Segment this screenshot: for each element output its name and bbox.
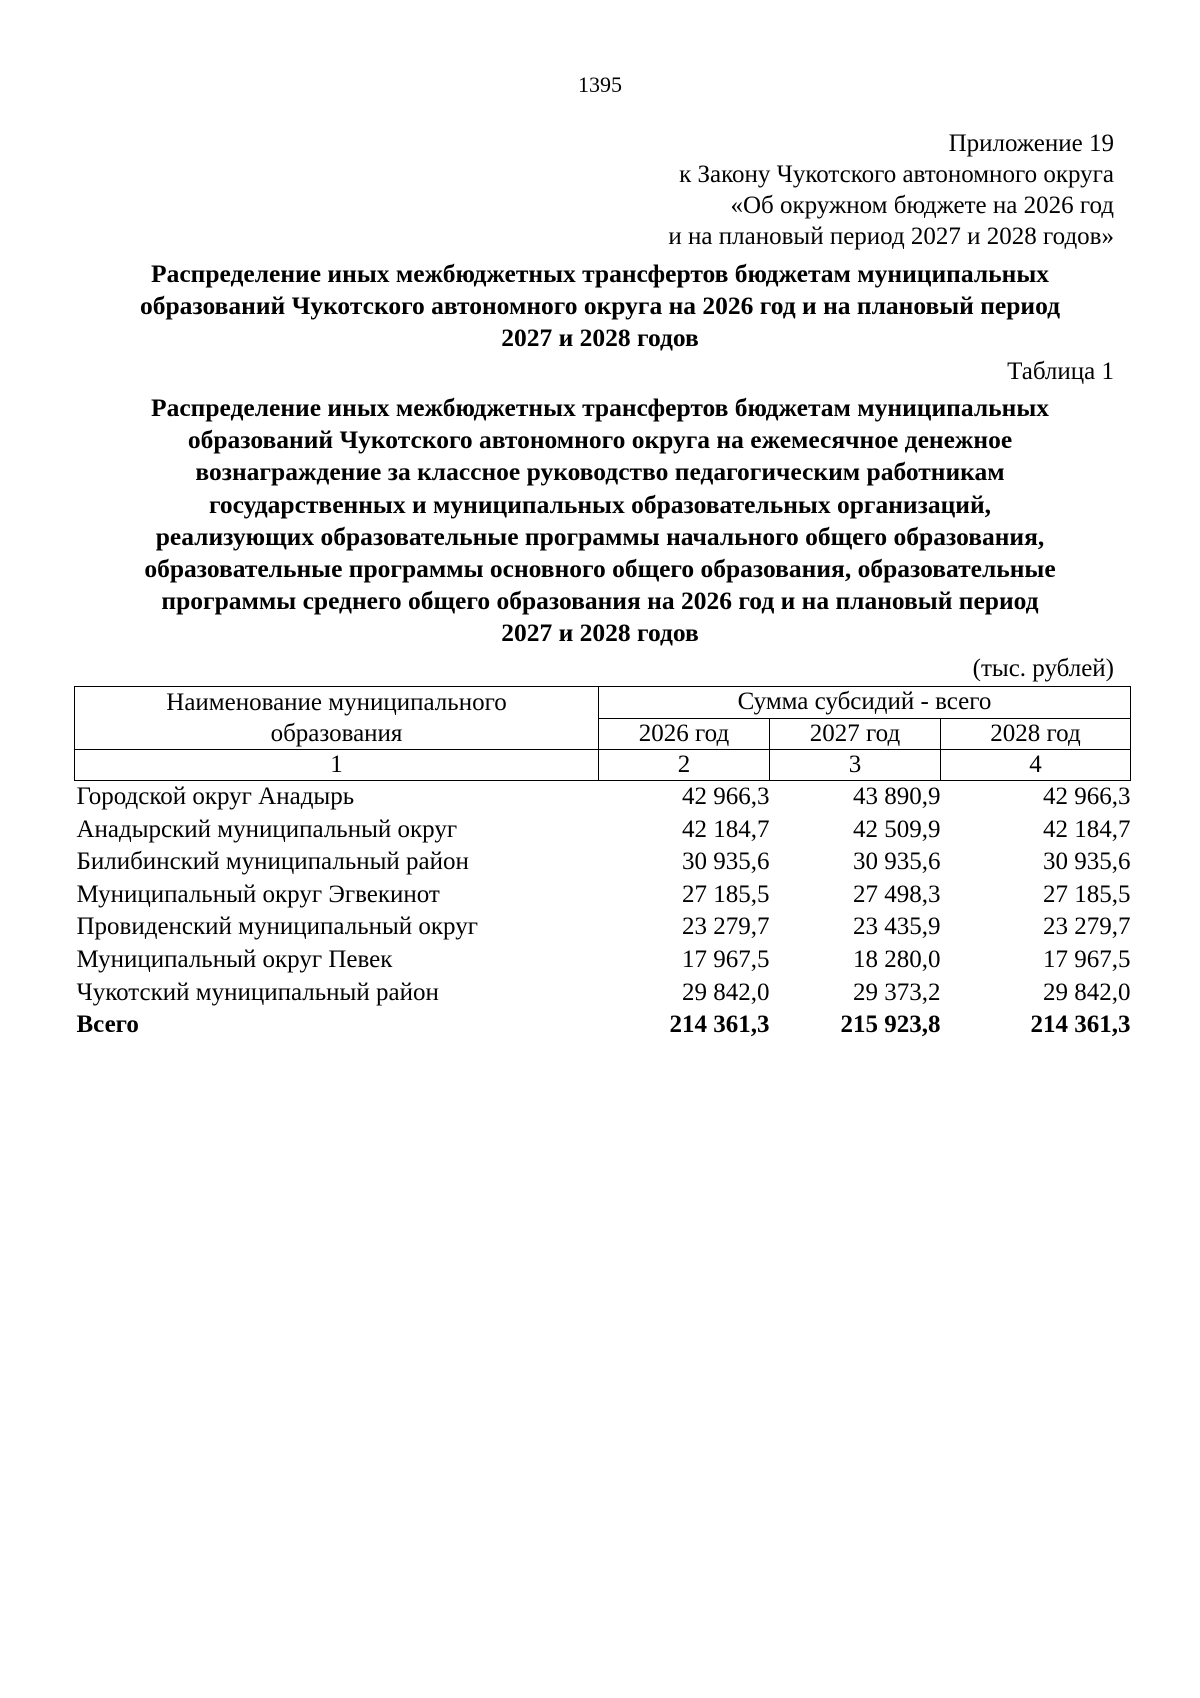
units-label: (тыс. рублей) (972, 655, 1114, 682)
value-2028: 27 185,5 (1043, 880, 1131, 908)
municipality-name: Провиденский муниципальный округ (76, 913, 478, 941)
header-name-line: Наименование муниципального (166, 689, 507, 716)
table-row (75, 879, 1131, 912)
value-2026: 29 842,0 (682, 978, 770, 1006)
value-2028: 17 967,5 (1043, 945, 1131, 973)
column-number: 3 (770, 750, 941, 781)
header-year-2026: 2026 год (599, 718, 770, 750)
table-title (70, 392, 1130, 650)
table-row (75, 781, 1131, 814)
value-2027: 43 890,9 (853, 783, 941, 810)
value-2028: 42 184,7 (1043, 815, 1131, 843)
appendix-line: «Об окружном бюджете на 2026 год (730, 192, 1114, 219)
municipality-name: Билибинский муниципальный район (76, 848, 469, 876)
total-2026: 214 361,3 (669, 1011, 770, 1039)
header-municipality-name (75, 687, 599, 750)
value-2027: 30 935,6 (853, 848, 941, 876)
total-2028: 214 361,3 (1030, 1011, 1131, 1039)
value-2026: 42 184,7 (682, 815, 770, 843)
appendix-block (668, 128, 1114, 252)
main-title-line: образований Чукотского автономного округа на 2026 год и на плановый период (139, 291, 1060, 320)
table-title-line: реализующих образовательные программы начального общего образования, (155, 521, 1045, 551)
table-row (75, 977, 1131, 1010)
municipality-name: Анадырский муниципальный округ (76, 815, 458, 843)
header-year-2028: 2028 год (941, 718, 1131, 750)
table-title-line: образований Чукотского автономного округа на ежемесячное денежное (187, 425, 1013, 455)
transfers-table (74, 686, 1131, 1042)
main-title-line: 2027 и 2028 годов (501, 323, 699, 352)
appendix-line: к Закону Чукотского автономного округа (679, 161, 1114, 188)
municipality-name: Городской округ Анадырь (76, 783, 355, 810)
value-2027: 42 509,9 (853, 815, 941, 843)
table-row (75, 911, 1131, 944)
table-title-line: государственных и муниципальных образовательных организаций, (208, 489, 992, 519)
value-2027: 23 435,9 (853, 913, 941, 941)
value-2028: 42 966,3 (1043, 783, 1131, 810)
municipality-name: Муниципальный округ Эгвекинот (76, 880, 440, 908)
column-number: 2 (599, 750, 770, 781)
column-number: 4 (941, 750, 1131, 781)
total-2027: 215 923,8 (840, 1011, 941, 1039)
value-2028: 23 279,7 (1043, 913, 1131, 941)
table-title-line: Распределение иных межбюджетных трансфертов бюджетам муниципальных (151, 393, 1049, 422)
total-label: Всего (76, 1011, 139, 1039)
value-2026: 42 966,3 (682, 783, 770, 810)
value-2026: 30 935,6 (682, 848, 770, 876)
total-row (75, 1009, 1131, 1042)
municipality-name: Чукотский муниципальный район (76, 978, 439, 1006)
value-2026: 17 967,5 (682, 945, 770, 973)
page-number: 1395 (578, 72, 622, 97)
value-2028: 29 842,0 (1043, 978, 1131, 1006)
header-sum-total: Сумма субсидий - всего (599, 687, 1131, 719)
table-row (75, 814, 1131, 847)
value-2026: 23 279,7 (682, 913, 770, 941)
main-title (70, 258, 1130, 354)
main-title-line: Распределение иных межбюджетных трансфертов бюджетам муниципальных (151, 259, 1049, 288)
column-number: 1 (75, 750, 599, 781)
appendix-line: Приложение 19 (948, 130, 1114, 157)
table-title-line: вознаграждение за классное руководство педагогическим работникам (195, 457, 1005, 487)
value-2027: 29 373,2 (853, 978, 941, 1006)
value-2028: 30 935,6 (1043, 848, 1131, 876)
municipality-name: Муниципальный округ Певек (76, 945, 393, 973)
table-title-line: программы среднего общего образования на 2026 год и на плановый период (161, 586, 1039, 616)
appendix-line: и на плановый период 2027 и 2028 годов» (668, 223, 1114, 250)
table-title-line: 2027 и 2028 годов (501, 618, 699, 648)
table-row (75, 944, 1131, 977)
table-row (75, 846, 1131, 879)
header-name-line: образования (270, 720, 403, 747)
header-year-2027: 2027 год (770, 718, 941, 750)
value-2027: 27 498,3 (853, 880, 941, 908)
table-label: Таблица 1 (1007, 358, 1114, 385)
value-2026: 27 185,5 (682, 880, 770, 908)
value-2027: 18 280,0 (853, 945, 941, 973)
table-title-line: образовательные программы основного общего образования, образовательные (144, 554, 1056, 584)
